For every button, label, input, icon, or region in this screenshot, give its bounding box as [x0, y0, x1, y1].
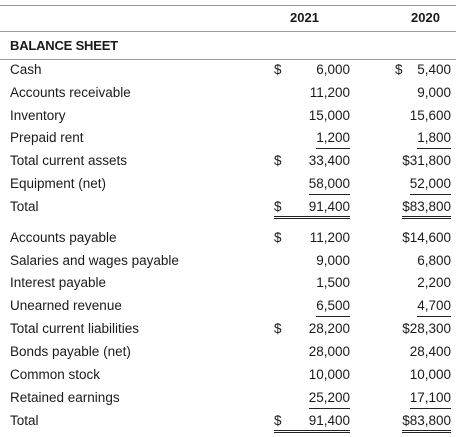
amount-value: 1,500: [316, 275, 350, 290]
section-rule: [0, 59, 456, 60]
row-label: Inventory: [10, 108, 66, 123]
header-bottom-rule: [0, 31, 456, 32]
row-label: Accounts payable: [10, 230, 117, 245]
amount-cell-2021: [274, 62, 350, 82]
amount-value: 91,400: [308, 199, 350, 214]
amount-value: 25,200: [308, 390, 350, 405]
amount-value: $14,600: [402, 230, 451, 245]
underline: [309, 408, 350, 409]
double-underline: [274, 430, 350, 433]
underline: [316, 148, 350, 149]
table-row: [0, 85, 456, 105]
currency-symbol: $: [274, 230, 282, 245]
double-underline: [274, 216, 350, 219]
underline: [309, 194, 350, 195]
amount-cell-2021: [274, 390, 350, 410]
amount-value: 6,000: [316, 62, 350, 77]
underline: [410, 408, 451, 409]
amount-value: 10,000: [308, 367, 350, 382]
amount-cell-2021: [274, 85, 350, 105]
row-label: Total current liabilities: [10, 321, 140, 336]
amount-value: 11,200: [309, 85, 350, 100]
amount-value: $83,800: [402, 413, 451, 428]
amount-cell-2021: [274, 176, 350, 196]
amount-value: 6,500: [316, 298, 350, 313]
amount-cell-2020: [395, 344, 451, 364]
amount-cell-2020: [395, 230, 451, 250]
amount-value: 17,100: [409, 390, 451, 405]
row-label: Common stock: [10, 367, 101, 382]
amount-value: 2,200: [417, 275, 451, 290]
currency-symbol: $: [274, 321, 282, 336]
amount-cell-2020: [395, 253, 451, 273]
section-title: BALANCE SHEET: [10, 38, 118, 53]
table-row: [0, 199, 456, 219]
amount-value: 91,400: [308, 413, 350, 428]
column-header-2021: 2021: [290, 10, 319, 25]
header-top-rule: [0, 5, 456, 6]
row-label: Salaries and wages payable: [10, 253, 179, 268]
amount-cell-2021: [274, 153, 350, 173]
amount-cell-2021: [274, 108, 350, 128]
amount-value: 58,000: [308, 176, 350, 191]
table-row: [0, 153, 456, 173]
amount-value: 15,000: [308, 108, 350, 123]
amount-cell-2020: [395, 321, 451, 341]
amount-cell-2020: [395, 85, 451, 105]
amount-value: 5,400: [417, 62, 451, 77]
amount-value: 28,000: [308, 344, 350, 359]
currency-symbol: $: [274, 153, 282, 168]
amount-cell-2021: [274, 130, 350, 150]
amount-cell-2020: [395, 298, 451, 318]
row-label: Cash: [10, 62, 42, 77]
row-label: Interest payable: [10, 275, 107, 290]
amount-value: $31,800: [402, 153, 451, 168]
row-label: Total: [10, 413, 39, 428]
table-row: [0, 344, 456, 364]
amount-cell-2020: [395, 176, 451, 196]
amount-cell-2020: [395, 62, 451, 82]
amount-value: 4,700: [417, 298, 451, 313]
amount-value: 1,200: [316, 130, 350, 145]
amount-value: $83,800: [402, 199, 451, 214]
amount-cell-2020: [395, 275, 451, 295]
row-label: Equipment (net): [10, 176, 107, 191]
table-row: [0, 367, 456, 387]
amount-cell-2021: [274, 413, 350, 433]
amount-value: 6,800: [417, 253, 451, 268]
amount-cell-2021: [274, 230, 350, 250]
underline: [410, 194, 451, 195]
currency-symbol: $: [395, 62, 403, 77]
amount-cell-2020: [395, 153, 451, 173]
amount-value: 33,400: [308, 153, 350, 168]
currency-symbol: $: [274, 413, 282, 428]
table-row: [0, 390, 456, 410]
currency-symbol: $: [274, 199, 282, 214]
amount-value: 28,400: [409, 344, 451, 359]
underline: [417, 148, 451, 149]
row-label: Accounts receivable: [10, 85, 131, 100]
amount-cell-2021: [274, 199, 350, 219]
row-label: Bonds payable (net): [10, 344, 131, 359]
table-row: [0, 62, 456, 82]
row-label: Prepaid rent: [10, 130, 84, 145]
row-label: Retained earnings: [10, 390, 120, 405]
table-row: [0, 298, 456, 318]
amount-cell-2020: [395, 390, 451, 410]
amount-cell-2021: [274, 298, 350, 318]
amount-value: 1,800: [417, 130, 451, 145]
amount-value: 28,200: [308, 321, 350, 336]
amount-cell-2020: [395, 413, 451, 433]
row-label: Total current assets: [10, 153, 128, 168]
table-row: [0, 108, 456, 128]
double-underline: [402, 430, 451, 433]
amount-cell-2021: [274, 275, 350, 295]
row-label: Total: [10, 199, 39, 214]
amount-value: 9,000: [417, 85, 451, 100]
amount-cell-2020: [395, 199, 451, 219]
table-row: [0, 253, 456, 273]
amount-cell-2021: [274, 253, 350, 273]
amount-cell-2021: [274, 344, 350, 364]
column-header-2020: 2020: [411, 10, 440, 25]
row-label: Unearned revenue: [10, 298, 122, 313]
table-row: [0, 321, 456, 341]
amount-value: 9,000: [316, 253, 350, 268]
amount-value: 11,200: [309, 230, 350, 245]
table-row: [0, 176, 456, 196]
amount-cell-2020: [395, 367, 451, 387]
table-row: [0, 130, 456, 150]
amount-cell-2021: [274, 367, 350, 387]
table-row: [0, 413, 456, 433]
table-row: [0, 275, 456, 295]
amount-value: $28,300: [402, 321, 451, 336]
amount-cell-2020: [395, 108, 451, 128]
amount-cell-2021: [274, 321, 350, 341]
amount-value: 10,000: [409, 367, 451, 382]
underline: [417, 316, 451, 317]
currency-symbol: $: [274, 62, 282, 77]
table-row: [0, 230, 456, 250]
amount-cell-2020: [395, 130, 451, 150]
double-underline: [402, 216, 451, 219]
underline: [316, 316, 350, 317]
amount-value: 52,000: [409, 176, 451, 191]
amount-value: 15,600: [409, 108, 451, 123]
